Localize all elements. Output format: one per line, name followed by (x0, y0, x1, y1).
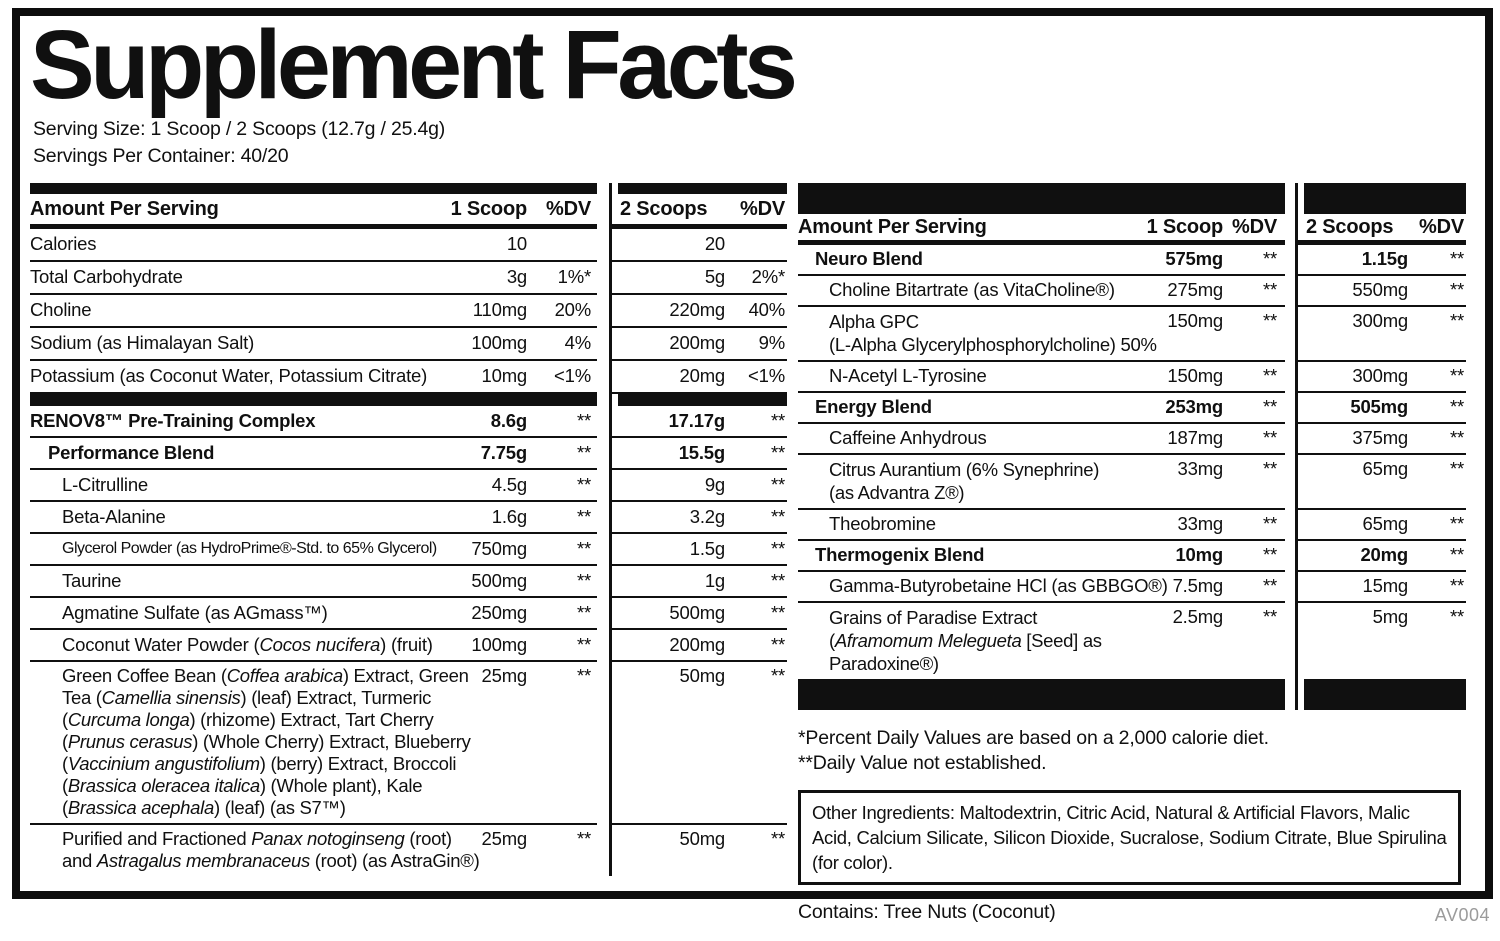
table-row (30, 295, 787, 328)
dv-footnote: *Percent Daily Values are based on a 2,000 calorie diet. (798, 727, 1269, 749)
ingredient-name: Grains of Paradise Extract (Aframomum Melegueta [Seed] as Paradoxine®) (829, 607, 1102, 674)
table-row (30, 534, 787, 566)
ingredient-name: Neuro Blend (815, 248, 923, 270)
amount-1scoop: 33mg (1177, 513, 1223, 535)
amount-2scoops: 5mg (1372, 606, 1408, 627)
amount-1scoop: 10 (506, 233, 527, 255)
amount-1scoop: 100mg (471, 332, 527, 354)
table-row (30, 630, 787, 662)
table-row (30, 825, 787, 876)
dv-1scoop: ** (577, 828, 591, 849)
ingredient-name: Beta-Alanine (62, 505, 166, 527)
dv-2scoops: <1% (748, 365, 785, 387)
dv-1scoop: ** (1263, 365, 1277, 387)
right-table-header (798, 214, 1466, 245)
dv-1scoop: ** (1263, 544, 1277, 566)
amount-2scoops: 300mg (1352, 310, 1408, 331)
dv-2scoops: ** (1450, 427, 1464, 449)
section-bar-fill (798, 183, 1285, 214)
amount-1scoop: 7.75g (480, 441, 527, 463)
section-bar-fill (30, 183, 597, 194)
section-bar-fill (798, 679, 1285, 710)
dv-1scoop: ** (577, 505, 591, 527)
dv-1scoop: ** (577, 473, 591, 495)
table-row (30, 566, 787, 598)
column-header-2scoops: 2 Scoops (1306, 216, 1394, 238)
column-header-amount: Amount Per Serving (30, 198, 219, 220)
dv-2scoops: ** (1450, 310, 1464, 331)
ingredient-name: Green Coffee Bean (Coffea arabica) Extract, Green Tea (Camellia sinensis) (leaf) Extract, Turmeric (Curcuma longa) (rhizome) Extract, Tart Cherry (Prunus cerasus) (Whole Cherry) Extract, Blueberry (Vaccinium angustifolium) (berry) Extract, Broccoli (Brassica oleracea italica) (Whole plant), Kale (Brassica acephala) (leaf) (as S7™) (62, 665, 471, 818)
ingredient-name: Gamma-Butyrobetaine HCl (as GBBGO®) (829, 575, 1168, 597)
table-row (30, 328, 787, 361)
ingredient-name: Agmatine Sulfate (as AGmass™) (62, 601, 328, 623)
ingredient-name: Performance Blend (48, 441, 215, 463)
amount-1scoop: 33mg (1177, 458, 1223, 479)
dv-1scoop: ** (577, 409, 591, 431)
table-row (30, 361, 787, 394)
dv-2scoops: ** (1450, 575, 1464, 597)
dv-1scoop: 1%* (557, 266, 591, 288)
amount-2scoops: 375mg (1352, 427, 1408, 449)
ingredient-name: Choline Bitartrate (as VitaCholine®) (829, 279, 1115, 301)
amount-2scoops: 200mg (669, 332, 725, 354)
ingredient-name: Theobromine (829, 513, 936, 535)
ingredient-name: Choline (30, 299, 92, 321)
section-bar (30, 394, 787, 406)
contains-statement: Contains: Tree Nuts (Coconut) (798, 901, 1056, 923)
amount-1scoop: 253mg (1165, 396, 1223, 418)
ingredient-name: N-Acetyl L-Tyrosine (829, 365, 987, 387)
amount-1scoop: 2.5mg (1172, 606, 1223, 627)
section-bar (798, 183, 1466, 214)
amount-2scoops: 65mg (1362, 458, 1408, 479)
amount-2scoops: 17.17g (668, 409, 725, 431)
dv-2scoops: ** (771, 665, 785, 686)
left-table-header (30, 194, 787, 229)
dv-1scoop: 4% (564, 332, 591, 354)
dv-1scoop: ** (1263, 575, 1277, 597)
column-header-dv: %DV (1232, 216, 1277, 238)
dv-2scoops: ** (1450, 248, 1464, 270)
dv-2scoops: ** (771, 569, 785, 591)
dv-1scoop: ** (1263, 248, 1277, 270)
dv-2scoops: 2%* (751, 266, 785, 288)
amount-2scoops: 500mg (669, 601, 725, 623)
amount-1scoop: 275mg (1167, 279, 1223, 301)
dv-1scoop: ** (1263, 310, 1277, 331)
left-facts-table (30, 183, 787, 876)
dv-1scoop: 20% (554, 299, 591, 321)
dv-2scoops: ** (771, 601, 785, 623)
other-ingredients-box (798, 790, 1461, 885)
table-row (30, 502, 787, 534)
dv-2scoops: ** (1450, 544, 1464, 566)
pre-training-complex-rows (30, 406, 787, 876)
column-header-amount: Amount Per Serving (798, 216, 987, 238)
dv-2scoops: ** (1450, 279, 1464, 301)
ingredient-name: Citrus Aurantium (6% Synephrine) (as Advantra Z®) (829, 459, 1100, 503)
amount-1scoop: 187mg (1167, 427, 1223, 449)
dv-1scoop: ** (1263, 279, 1277, 301)
amount-2scoops: 50mg (679, 828, 725, 849)
dv-2scoops: ** (1450, 458, 1464, 479)
table-row (30, 438, 787, 470)
dv-2scoops: 40% (748, 299, 785, 321)
dv-1scoop: ** (577, 665, 591, 686)
label-code: AV004 (1434, 905, 1490, 925)
amount-1scoop: 575mg (1165, 248, 1223, 270)
table-row (798, 245, 1466, 276)
amount-2scoops: 20mg (1360, 544, 1408, 566)
dv-2scoops: 9% (758, 332, 785, 354)
amount-2scoops: 1.5g (689, 537, 725, 559)
dv-1scoop: ** (1263, 513, 1277, 535)
table-row (798, 393, 1466, 424)
dv-1scoop: <1% (554, 365, 591, 387)
amount-2scoops: 9g (704, 473, 725, 495)
dv-2scoops: ** (771, 441, 785, 463)
table-row (798, 424, 1466, 455)
amount-1scoop: 750mg (471, 537, 527, 559)
table-row (30, 406, 787, 438)
column-header-dv: %DV (740, 198, 785, 220)
ingredient-name: Purified and Fractioned Panax notoginseng (root) and Astragalus membranaceus (root) (as AstraGin®) (62, 828, 480, 871)
ingredient-name: Sodium (as Himalayan Salt) (30, 332, 255, 354)
table-row (30, 470, 787, 502)
dv-1scoop: ** (1263, 458, 1277, 479)
table-row (798, 572, 1466, 603)
table-row (798, 603, 1466, 679)
amount-2scoops: 1.15g (1361, 248, 1408, 270)
ingredient-name: Thermogenix Blend (815, 544, 985, 566)
ingredient-name: RENOV8™ Pre-Training Complex (30, 409, 316, 431)
dv-2scoops: ** (771, 409, 785, 431)
table-row (798, 455, 1466, 510)
section-bar-fill (1304, 679, 1466, 710)
table-row (30, 662, 787, 825)
table-row (30, 262, 787, 295)
amount-2scoops: 300mg (1352, 365, 1408, 387)
ingredient-name: Total Carbohydrate (30, 266, 183, 288)
table-row (30, 229, 787, 262)
dv-1scoop: ** (577, 601, 591, 623)
amount-2scoops: 550mg (1352, 279, 1408, 301)
ingredient-name: Taurine (62, 569, 122, 591)
amount-1scoop: 4.5g (491, 473, 527, 495)
amount-1scoop: 150mg (1167, 310, 1223, 331)
section-bar-fill (618, 183, 787, 194)
servings-per-container: Servings Per Container: 40/20 (33, 145, 289, 167)
amount-1scoop: 7.5mg (1172, 575, 1223, 597)
dv-2scoops: ** (771, 473, 785, 495)
other-ingredients-text: Other Ingredients: Maltodextrin, Citric Acid, Natural & Artificial Flavors, Malic Acid, Calcium Silicate, Silicon Dioxide, Sucralose, Sodium Citrate, Blue Spirulina (for color). (812, 802, 1447, 873)
table-row (798, 362, 1466, 393)
dv-not-established-footnote: **Daily Value not established. (798, 752, 1047, 774)
ingredient-name: Alpha GPC (L-Alpha Glycerylphosphorylcholine) 50% (829, 311, 1157, 355)
table-row (798, 276, 1466, 307)
footnotes (798, 726, 1466, 924)
amount-1scoop: 110mg (472, 299, 527, 321)
amount-2scoops: 20 (704, 233, 725, 255)
amount-1scoop: 250mg (471, 601, 527, 623)
column-header-1scoop: 1 Scoop (1146, 216, 1223, 238)
amount-1scoop: 100mg (471, 633, 527, 655)
section-bar-fill (30, 394, 597, 406)
dv-2scoops: ** (1450, 513, 1464, 535)
section-bar-fill (1304, 183, 1466, 214)
dv-2scoops: ** (771, 537, 785, 559)
dv-1scoop: ** (577, 537, 591, 559)
column-header-2scoops: 2 Scoops (620, 198, 708, 220)
dv-2scoops: ** (1450, 365, 1464, 387)
dv-2scoops: ** (1450, 606, 1464, 627)
amount-2scoops: 200mg (669, 633, 725, 655)
column-header-dv: %DV (1419, 216, 1464, 238)
nutrient-rows (30, 229, 787, 394)
amount-2scoops: 15mg (1362, 575, 1408, 597)
serving-size: Serving Size: 1 Scoop / 2 Scoops (12.7g / 25.4g) (33, 118, 446, 140)
amount-1scoop: 25mg (481, 828, 527, 849)
amount-2scoops: 15.5g (678, 441, 725, 463)
amount-2scoops: 220mg (669, 299, 725, 321)
amount-1scoop: 500mg (471, 569, 527, 591)
ingredient-name: Glycerol Powder (as HydroPrime®-Std. to 65% Glycerol) (62, 540, 437, 558)
amount-1scoop: 3g (506, 266, 527, 288)
ingredient-name: Potassium (as Coconut Water, Potassium Citrate) (30, 365, 428, 387)
column-header-dv: %DV (546, 198, 591, 220)
amount-2scoops: 20mg (679, 365, 725, 387)
column-header-1scoop: 1 Scoop (450, 198, 527, 220)
ingredient-name: L-Citrulline (62, 473, 149, 495)
dv-1scoop: ** (1263, 427, 1277, 449)
table-row (798, 541, 1466, 572)
amount-2scoops: 65mg (1362, 513, 1408, 535)
amount-2scoops: 50mg (679, 665, 725, 686)
amount-2scoops: 3.2g (689, 505, 725, 527)
amount-1scoop: 10mg (481, 365, 527, 387)
dv-1scoop: ** (577, 633, 591, 655)
section-bar-fill (618, 394, 787, 406)
section-bar (798, 679, 1466, 710)
dv-2scoops: ** (771, 828, 785, 849)
amount-1scoop: 1.6g (491, 505, 527, 527)
table-row (798, 307, 1466, 362)
amount-2scoops: 1g (704, 569, 725, 591)
dv-2scoops: ** (1450, 396, 1464, 418)
dv-1scoop: ** (577, 569, 591, 591)
page-title: Supplement Facts (30, 10, 794, 119)
amount-2scoops: 505mg (1350, 396, 1408, 418)
table-row (30, 598, 787, 630)
table-row (798, 510, 1466, 541)
amount-1scoop: 10mg (1175, 544, 1223, 566)
ingredient-name: Energy Blend (815, 396, 932, 418)
ingredient-name: Caffeine Anhydrous (829, 427, 987, 449)
amount-1scoop: 8.6g (490, 409, 527, 431)
section-bar (30, 183, 787, 194)
dv-2scoops: ** (771, 505, 785, 527)
dv-2scoops: ** (771, 633, 785, 655)
dv-1scoop: ** (1263, 396, 1277, 418)
ingredient-name: Calories (30, 233, 97, 255)
amount-1scoop: 150mg (1167, 365, 1223, 387)
blend-rows (798, 245, 1466, 679)
dv-1scoop: ** (1263, 606, 1277, 627)
dv-1scoop: ** (577, 441, 591, 463)
ingredient-name: Coconut Water Powder (Cocos nucifera) (fruit) (62, 633, 433, 655)
amount-1scoop: 25mg (481, 665, 527, 686)
right-facts-table (798, 183, 1466, 924)
amount-2scoops: 5g (704, 266, 725, 288)
